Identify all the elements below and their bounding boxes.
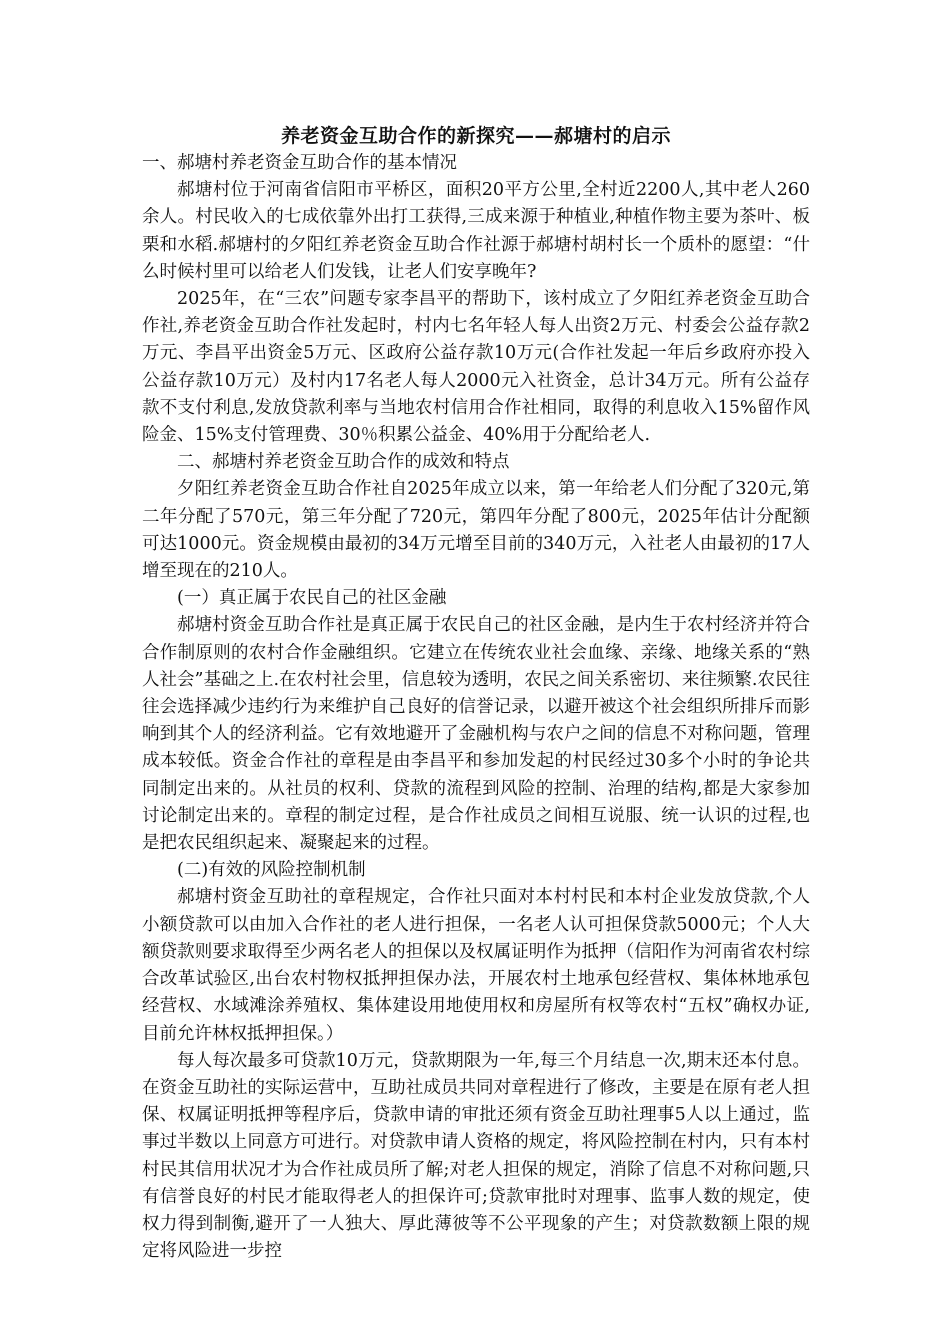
section-heading-basic-situation: 一、郝塘村养老资金互助合作的基本情况 bbox=[142, 153, 457, 173]
paragraph-loan-operations: 每人每次最多可贷款10万元，贷款期限为一年,每三个月结息一次,期末还本付息。在资金互助社的实际运营中，互助社成员共同对章程进行了修改，主要是在原有老人担保、权属证明抵押等程序后，贷款申请的审批还须有资金互助社理事5人以上通过，监事过半数以上同意方可进行。对贷款申请人资格的规定，将风险控制在村内，只有本村村民其信用状况才为合作社成员所了解;对老人担保的规定，消除了信息不对称问题,只有信誉良好的村民才能取得老人的担保许可;贷款审批时对理事、监事人数的规定，使权力得到制衡,避开了一人独大、厚此薄彼等不公平现象的产生；对贷款数额上限的规定将风险进一步控 bbox=[142, 1050, 810, 1262]
paragraph-founding-funds: 2025年，在“三农”问题专家李昌平的帮助下，该村成立了夕阳红养老资金互助合作社,养老资金互助合作社发起时，村内七名年轻人每人出资2万元、村委会公益存款2万元、李昌平出资金5万元、区政府公益存款10万元(合作社发起一年后乡政府亦投入公益存款10万元）及村内17名老人每人2000元入社资金，总计34万元。所有公益存款不支付利息,发放贷款利率与当地农村信用合作社相同，取得的利息收入15%留作风险金、15%支付管理费、30％积累公益金、40%用于分配给老人. bbox=[142, 289, 810, 446]
subsection-heading-risk-control: (二)有效的风险控制机制 bbox=[177, 860, 366, 881]
document-body bbox=[142, 122, 810, 1265]
paragraph-distribution-results: 夕阳红养老资金互助合作社自2025年成立以来，第一年给老人们分配了320元,第二年分配了570元，第三年分配了720元，第四年分配了800元，2025年估计分配额可达1000元。资金规模由最初的34万元增至目前的340万元，入社老人由最初的17人增至现在的210人。 bbox=[142, 479, 810, 582]
paragraph-community-finance: 郝塘村资金互助合作社是真正属于农民自己的社区金融，是内生于农村经济并符合合作制原则的农村合作金融组织。它建立在传统农业社会血缘、亲缘、地缘关系的“熟人社会”基础之上.在农村社会里，信息较为透明，农民之间关系密切、来往频繁.农民往往会选择减少违约行为来维护自己良好的信誉记录，以避开被这个社会组织所排斥而影响到其个人的经济利益。它有效地避开了金融机构与农户之间的信息不对称问题，管理成本较低。资金合作社的章程是由李昌平和参加发起的村民经过30多个小时的争论共同制定出来的。从社员的权利、贷款的流程到风险的控制、治理的结构,都是大家参加讨论制定出来的。章程的制定过程，是合作社成员之间相互说服、统一认识的过程,也是把农民组织起来、凝聚起来的过程。 bbox=[142, 615, 810, 854]
paragraph-loan-rules: 郝塘村资金互助社的章程规定，合作社只面对本村村民和本村企业发放贷款,个人小额贷款可以由加入合作社的老人进行担保，一名老人认可担保贷款5000元；个人大额贷款则要求取得至少两名老人的担保以及权属证明作为抵押（信阳作为河南省农村综合改革试验区,出台农村物权抵押担保办法，开展农村土地承包经营权、集体林地承包经营权、水域滩涂养殖权、集体建设用地使用权和房屋所有权等农村“五权”确权办证,目前允许林权抵押担保。） bbox=[142, 887, 810, 1044]
subsection-heading-community-finance: (一）真正属于农民自己的社区金融 bbox=[177, 588, 447, 609]
section-heading-results: 二、郝塘村养老资金互助合作的成效和特点 bbox=[177, 452, 510, 473]
document-title: 养老资金互助合作的新探究——郝塘村的启示 bbox=[280, 125, 671, 147]
paragraph-village-overview: 郝塘村位于河南省信阳市平桥区，面积20平方公里,全村近2200人,其中老人260余人。村民收入的七成依靠外出打工获得,三成来源于种植业,种植作物主要为茶叶、板栗和水稻.郝塘村的夕阳红养老资金互助合作社源于郝塘村胡村长一个质朴的愿望：“什么时候村里可以给老人们发钱，让老人们安享晚年? bbox=[142, 180, 810, 282]
